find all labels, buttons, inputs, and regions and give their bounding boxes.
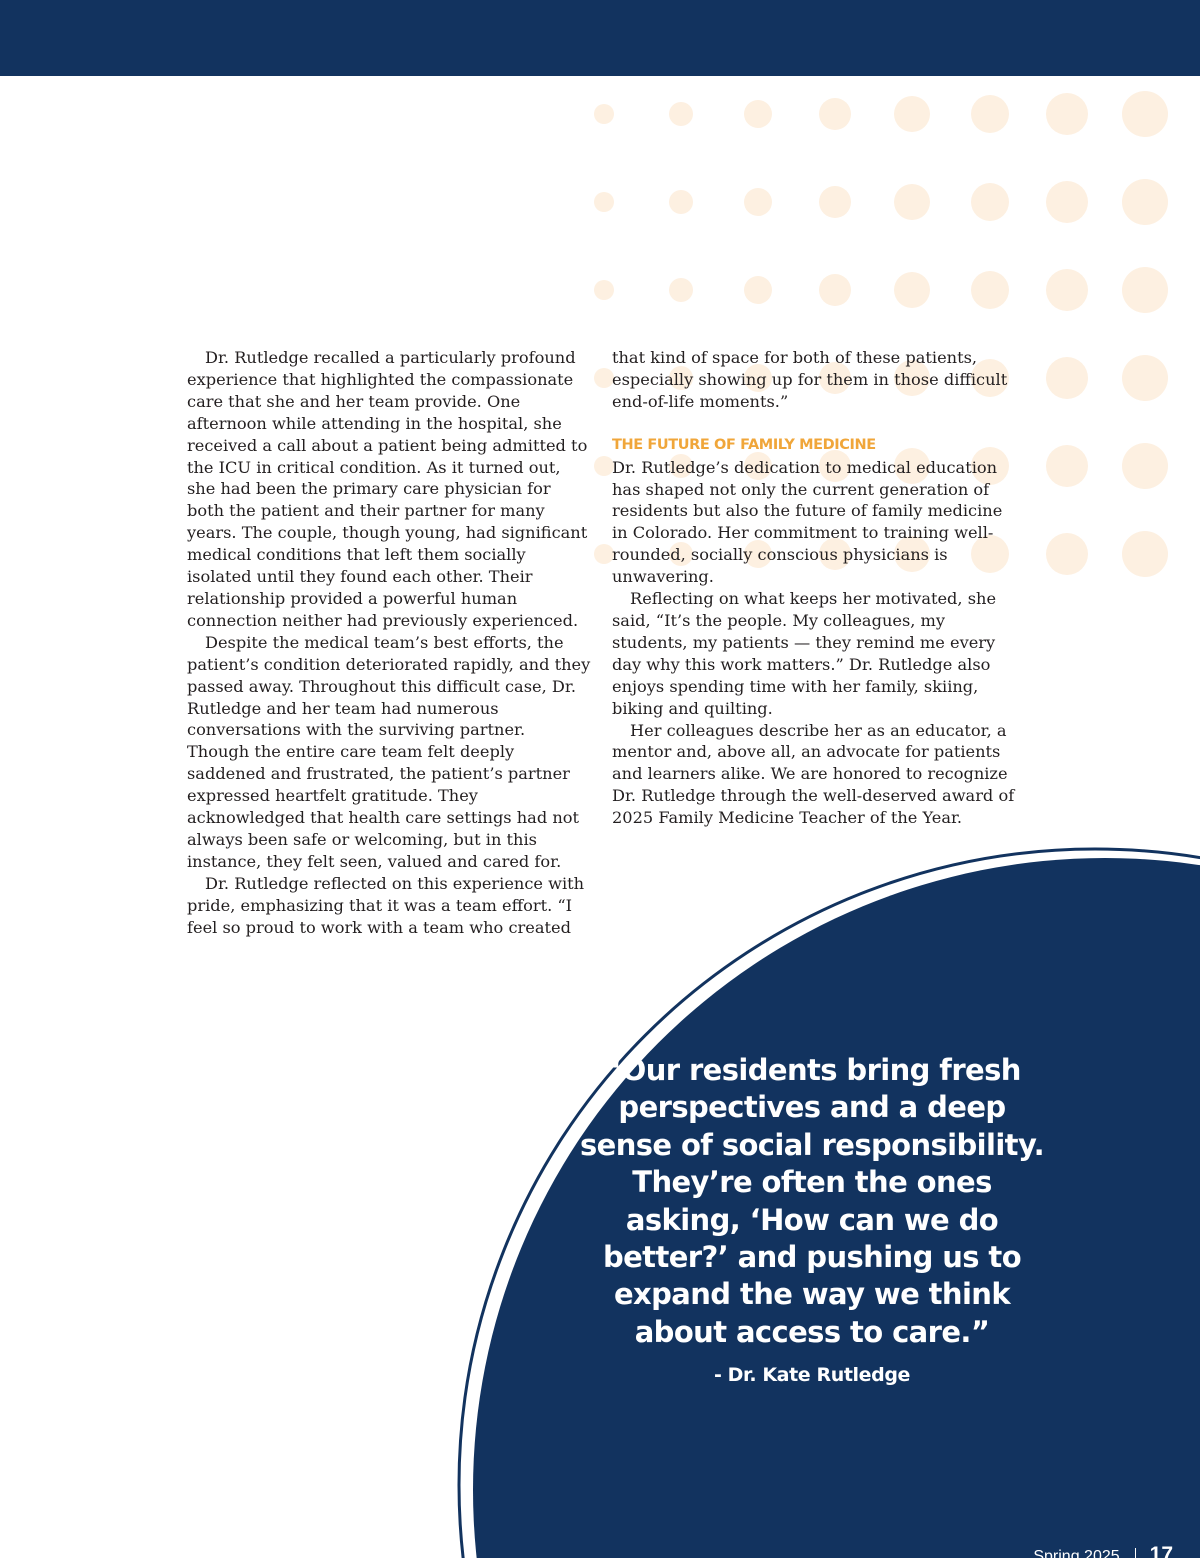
body-paragraph-continued: that kind of space for both of these patients, especially showing up for them in those difficult end-of-life moments.” <box>612 348 1008 411</box>
page-number: 17 <box>1149 1543 1173 1566</box>
body-paragraph: Dr. Rutledge’s dedication to medical education has shaped not only the current generation of residents but also the future of family medicine in Colorado. Her commitment to training well-rounded, socially conscious physicians is unwavering. <box>612 457 1003 587</box>
issue-label: Spring 2025 <box>1033 1548 1120 1565</box>
body-paragraph: Her colleagues describe her as an educator, a mentor and, above all, an advocate for patients and learners alike. We are honored to recognize Dr. Rutledge through the well-deserved award of 2025 Family Medicine Teacher of the Year. <box>612 720 1015 828</box>
body-paragraph: Dr. Rutledge recalled a particularly profound experience that highlighted the compassionate care that she and her team provide. One afternoon while attending in the hospital, she received a call about a patient being admitted to the ICU in critical condition. As it turned out, she had been the primary care physician for both the patient and their partner for many years. The couple, though young, had significant medical conditions that left them socially isolated until they found each other. Their relationship provided a powerful human connection neither had previously experienced. <box>187 348 588 630</box>
body-paragraph: Reflecting on what keeps her motivated, she said, “It’s the people. My colleagues, my students, my patients — they remind me every day why this work matters.” Dr. Rutledge also enjoys spending time with her family, skiing, biking and quilting. <box>612 589 997 718</box>
body-paragraph: Despite the medical team’s best efforts, the patient’s condition deteriorated rapidly, and they passed away. Throughout this difficult case, Dr. Rutledge and her team had numerous conversations with the surviving partner. Though the entire care team felt deeply saddened and frustrated, the patient’s partner expressed heartfelt gratitude. They acknowledged that health care settings had not always been safe or welcoming, but in this instance, they felt seen, valued and cared for. <box>187 632 591 871</box>
article-column-left <box>187 347 592 938</box>
pull-quote-attribution: - Dr. Kate Rutledge <box>713 1364 911 1386</box>
pull-quote: “Our residents bring fresh perspectives and a deep sense of social responsibility. They’re often the ones asking, ‘How can we do better?’ and pushing us to expand the way we think about access to care.” <box>579 1053 1045 1349</box>
page-footer <box>1033 1543 1173 1567</box>
footer-divider <box>1135 1548 1136 1562</box>
section-heading: THE FUTURE OF FAMILY MEDICINE <box>612 436 876 453</box>
body-paragraph: Dr. Rutledge reflected on this experience with pride, emphasizing that it was a team effort. “I feel so proud to work with a team who created <box>187 873 585 937</box>
article-column-right <box>612 347 1017 829</box>
